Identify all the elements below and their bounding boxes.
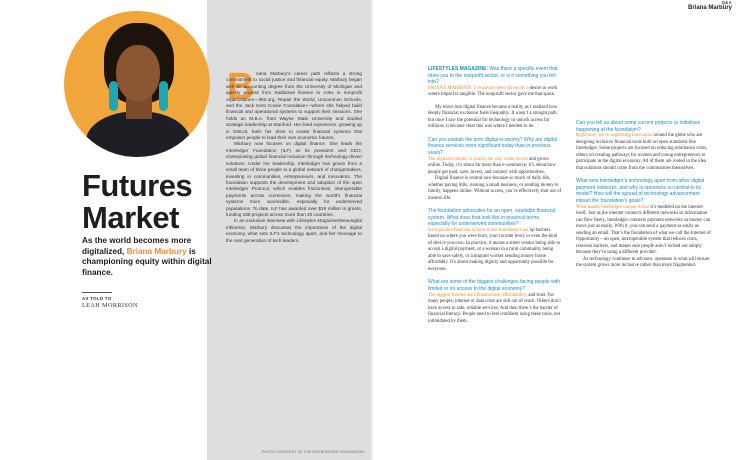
- answer-1: [428, 86, 562, 99]
- qa-column-1: [428, 66, 562, 325]
- byline-label: AS TOLD TO: [82, 296, 112, 301]
- answer-6-lead: What makes Interledger unique is that: [576, 204, 650, 210]
- answer-2: [428, 157, 562, 177]
- intro-p3-end: Marbury discusses the importance of the digital economy, what sets ILF’s technology apart, and her message to the next generation of tech leaders.: [226, 224, 362, 243]
- intro-paragraph-3: [226, 218, 362, 244]
- intro-paragraph-2: Marbury now focuses on digital finance. She leads the Interledger Foundation (ILF) as its president and CEO, championing global financial inclusion through technology-driven solutions. Under her leadership, Interledger has grown from a small team of three people to a global network of changemakers, investing in communities, entrepreneurs, and innovators. The foundation supports the development and adoption of the open Interledger Protocol, which enables frictionless, interoperable payments across currencies, making the world’s financial systems more accessible, especially for underserved populations. To date, ILF has awarded over $19 million in grants, funding 188 projects across more than 40 countries.: [226, 141, 362, 217]
- answer-1-lead: BRIANA MARBURY: I’ve always been driven by a: [428, 85, 529, 91]
- byline-name: LEAH MORRISON: [82, 302, 138, 309]
- answer-6: [576, 205, 713, 257]
- answer-3-lead: An equitable financial system is one that doesn’t put: [428, 227, 529, 233]
- question-1: [428, 66, 562, 86]
- running-head-name: Briana Marbury: [687, 5, 732, 11]
- answer-3: [428, 228, 562, 274]
- deck-text-start: As the world becomes more digitalized,: [82, 236, 192, 256]
- article-title: [82, 170, 232, 234]
- question-1-lead: LIFESTYLES MAGAZINE:: [428, 66, 488, 72]
- running-head-label: Q&A: [721, 0, 732, 5]
- question-1-text: Was there a specific event that drew you to the nonprofit sector, or is it something you fell into?: [428, 66, 558, 86]
- article-deck: [82, 236, 212, 278]
- right-page: [373, 0, 740, 460]
- deck-text-end: is championing equity within digital finance.: [82, 246, 212, 277]
- answer-5-text: around the globe who are designing inclusive financial tools built on open standards like Interledger. Some projects are focused on reducing remittance costs, others on creating pathways for women and young entrepreneurs to participate in the digital economy. All of them are rooted in the idea that solutions should come from the communities themselves.: [576, 133, 708, 171]
- byline-rule: [82, 292, 112, 293]
- qa-column-2: [576, 120, 713, 270]
- intro-p3-start: In an exclusive interview with: [234, 218, 295, 224]
- question-4: What are some of the biggest challenges facing people with limited or no access to the digital economy?: [428, 279, 561, 292]
- answer-1-paragraph-2: My move into digital finance became a reality as I realized how deeply financial exclusion fuels inequality. It wasn’t a straight path, but once I saw the potential for technology to unlock access for millions, it became clear this was where I needed to be.: [428, 104, 558, 130]
- question-2: Can you explain the term digital economy? Why are digital finance services more significant today than in previous years?: [428, 136, 557, 156]
- answer-1-text: desire to work where impact is tangible. The nonprofit sector gave me that space.: [428, 85, 558, 98]
- answer-5: [576, 133, 713, 172]
- running-head: [688, 0, 732, 11]
- answer-4-text: and trust. For many people, internet or data costs are still out of reach. Others don’t have access to safe, reliable services. And then there’s the barrier of financial literacy. People need to feel confident using these tools, not intimidated by them.: [428, 292, 561, 324]
- intro-paragraph-1: riana Marbury’s career path reflects a strong commitment to social justice and financial equity. Marbury began with an accounting degree from the University of Michigan and quickly pivoted from traditional finance to roles in nonprofit organizations—350.org, Repair the World, Uncommon Schools, and the Jack Kent Cooke Foundation—where she helped build financial and operational systems to support their missions. She holds an M.B.A. from Wayne State University and studied strategic leadership at Stanford. Her lived experience, growing up in Detroit, fuels her drive to create financial systems that empower people to lead their own economic futures.: [226, 71, 362, 141]
- answer-6-text: it’s modeled on the internet itself. Just as the internet connects different networks so information can flow freely, Interledger connects payment networks so money can move just as easily. With it, you can send a payment as easily as sending an email. That’s the foundation of what we call the Internet of Opportunity—an open, interoperable system that reduces costs, removes barriers, and makes sure people aren’t locked out simply because they’re using a different provider.: [576, 204, 711, 256]
- intro-text: [226, 66, 362, 244]
- answer-4: [428, 293, 562, 326]
- question-6: What sets Interledger’s technology apart from other digital payment networks, and why is openness so central to its model? How will the spread of technology advancement impact the foundation’s goals?: [576, 178, 705, 204]
- portrait-photo: [64, 11, 210, 157]
- answer-6-paragraph-2: As technology continues to advance, openness is what will ensure the system grows more inclusive rather than more fragmented.: [576, 256, 710, 269]
- intro-p3-publication: Lifestyles Magazine/Meaningful Influence,: [226, 218, 362, 230]
- answer-2-text: and grows online. Today, it’s about far more than e-commerce; it’s about how people get paid, save, invest, and connect with opportunities.: [428, 156, 556, 175]
- answer-3-text: up barriers based on where you were born, your income level, or even the kind of device you own. In practice, it means a street vendor being able to accept a digital payment, or a woman in a rural community being able to save safely, or a migrant worker sending money home affordably. It’s about making dignity and opportunity possible for everyone.: [428, 227, 561, 272]
- question-5: Can you tell us about some current projects or initiatives happening at the foundation?: [576, 120, 701, 133]
- answer-4-lead: The biggest hurdles are infrastructure, affordability,: [428, 292, 528, 298]
- question-3: The foundation advocates for an open, equitable financial system. What does that look like in practical terms, especially for underserved communities?: [428, 208, 556, 228]
- deck-highlight-name: Briana Marbury: [126, 246, 187, 256]
- answer-2-lead: The digital economy is simply the way value moves: [428, 156, 528, 162]
- answer-2-paragraph-2: Digital finance is central now because so much of daily life, whether paying bills, running a small business, or sending money to family, happens online. Without access, you’re effectively shut out of modern life.: [428, 176, 562, 201]
- title-line-2: Market: [82, 200, 179, 235]
- drop-cap: B: [227, 66, 255, 108]
- answer-5-lead: Right now, we’re supporting innovators: [576, 133, 653, 139]
- photo-credit: PHOTO COURTESY OF THE INTERLEDGER FOUNDATION: [262, 450, 364, 454]
- title-line-1: Futures: [82, 168, 193, 203]
